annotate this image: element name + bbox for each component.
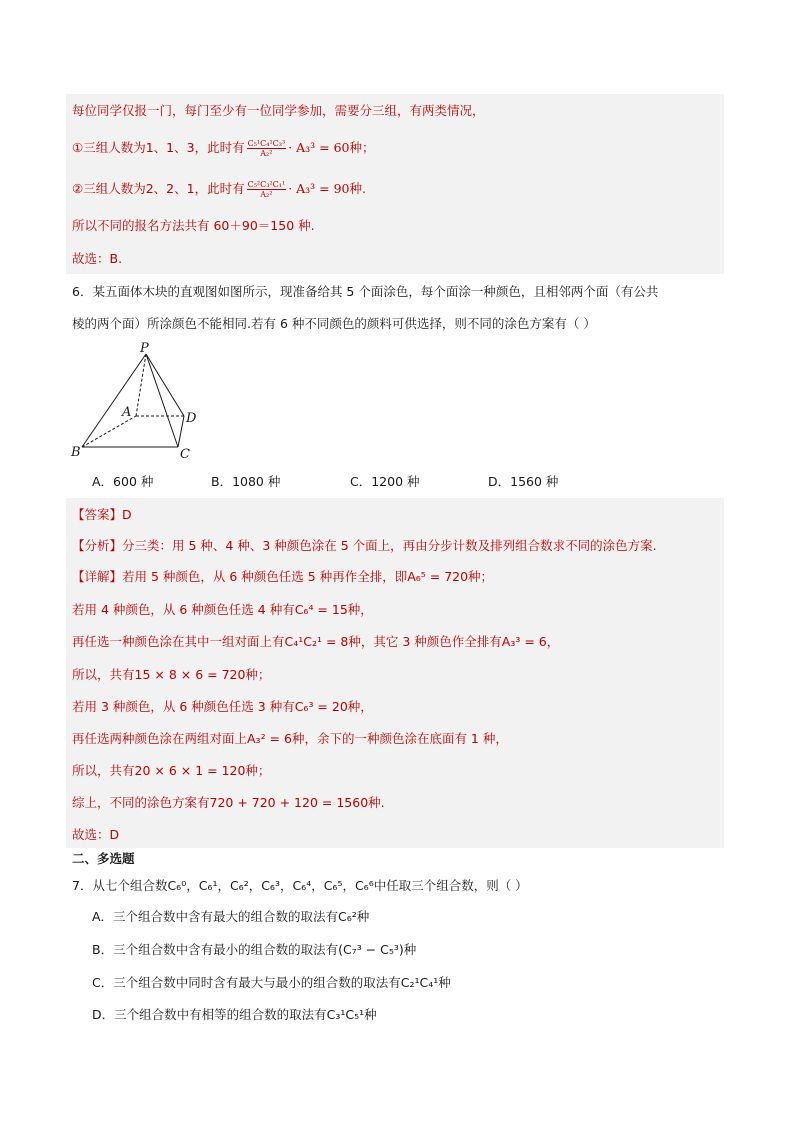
- solution-5-line-4: 所以不同的报名方法共有 60＋90＝150 种.: [72, 218, 315, 233]
- vertex-label-c: C: [180, 447, 190, 462]
- solution-6-detail-5: 若用 3 种颜色，从 6 种颜色任选 3 种有C₆³ = 20种，: [72, 699, 373, 714]
- fraction-denominator: A₂²: [260, 149, 273, 158]
- question-6-option-b[interactable]: B．1080 种: [211, 474, 281, 489]
- solution-6-detail-8: 综上，不同的涂色方案有720 + 720 + 120 = 1560种.: [72, 795, 385, 810]
- question-6-option-c[interactable]: C．1200 种: [350, 474, 420, 489]
- solution-5-line-3: [72, 179, 366, 199]
- question-6-stem-line-1: 6．某五面体木块的直观图如图所示，现准备给其 5 个面涂色，每个面涂一种颜色，且相邻两个面（有公共: [72, 284, 659, 299]
- section-title: 二、多选题: [72, 851, 135, 866]
- solution-6-analysis: 【分析】分三类：用 5 种、4 种、3 种颜色涂在 5 个面上，再由分步计数及排列组合数求不同的涂色方案.: [72, 538, 657, 553]
- question-6-stem-line-2: 棱的两个面）所涂颜色不能相同.若有 6 种不同颜色的颜料可供选择，则不同的涂色方案有（ ）: [72, 316, 596, 331]
- fraction-numerator: C₅²C₃²C₁¹: [247, 180, 286, 189]
- fraction: [247, 139, 287, 158]
- vertex-label-d: D: [186, 411, 197, 426]
- fraction-denominator: A₂²: [260, 190, 273, 199]
- fraction: [247, 180, 287, 199]
- question-7-option-c[interactable]: C．三个组合数中同时含有最大与最小的组合数的取法有C₂¹C₄¹种: [92, 975, 451, 990]
- question-7-stem: 7．从七个组合数C₆⁰，C₆¹，C₆²，C₆³，C₆⁴，C₆⁵，C₆⁶中任取三个组合数，则（ ）: [72, 878, 528, 893]
- question-6-option-a[interactable]: A．600 种: [92, 474, 154, 489]
- solution-6-detail-9: 故选：D: [72, 827, 120, 842]
- solution-5-line-1: 每位同学仅报一门，每门至少有一位同学参加，需要分三组，有两类情况，: [72, 103, 485, 118]
- solution-5-line-2-result: · A₃³ = 60种；: [288, 140, 375, 155]
- solution-6-detail-2: 若用 4 种颜色，从 6 种颜色任选 4 种有C₆⁴ = 15种，: [72, 602, 373, 617]
- solution-6-detail-7: 所以，共有20 × 6 × 1 = 120种；: [72, 763, 271, 778]
- solution-5-line-5: 故选：B.: [72, 251, 123, 266]
- vertex-label-a: A: [122, 405, 132, 420]
- question-7-option-b[interactable]: B．三个组合数中含有最小的组合数的取法有(C₇³ − C₅³)种: [92, 942, 417, 957]
- pyramid-figure: [66, 340, 216, 465]
- solution-6-detail-4: 所以，共有15 × 8 × 6 = 720种；: [72, 667, 271, 682]
- solution-5-line-3-text: ②三组人数为2、2、1，此时有: [72, 181, 245, 196]
- solution-6-detail-1: 【详解】若用 5 种颜色，从 6 种颜色任选 5 种再作全排，即A₆⁵ = 720种；: [72, 569, 494, 584]
- vertex-label-p: P: [140, 341, 149, 356]
- question-7-option-d[interactable]: D．三个组合数中有相等的组合数的取法有C₃¹C₅¹种: [92, 1007, 377, 1022]
- vertex-label-b: B: [71, 445, 81, 460]
- solution-6-detail-6: 再任选两种颜色涂在两组对面上A₃² = 6种，余下的一种颜色涂在底面有 1 种，: [72, 731, 508, 746]
- question-6-option-d[interactable]: D．1560 种: [488, 474, 559, 489]
- question-7-option-a[interactable]: A．三个组合数中含有最大的组合数的取法有C₆²种: [92, 909, 370, 924]
- solution-5-line-2-text: ①三组人数为1、1、3，此时有: [72, 140, 245, 155]
- solution-5-line-2: [72, 138, 375, 158]
- solution-6-answer: 【答案】D: [72, 507, 132, 522]
- solution-5-line-3-result: · A₃³ = 90种.: [288, 181, 366, 196]
- solution-6-detail-3: 再任选一种颜色涂在其中一组对面上有C₄¹C₂¹ = 8种，其它 3 种颜色作全排有A₃³ = 6，: [72, 634, 560, 649]
- fraction-numerator: C₅¹C₄¹C₃³: [247, 139, 286, 148]
